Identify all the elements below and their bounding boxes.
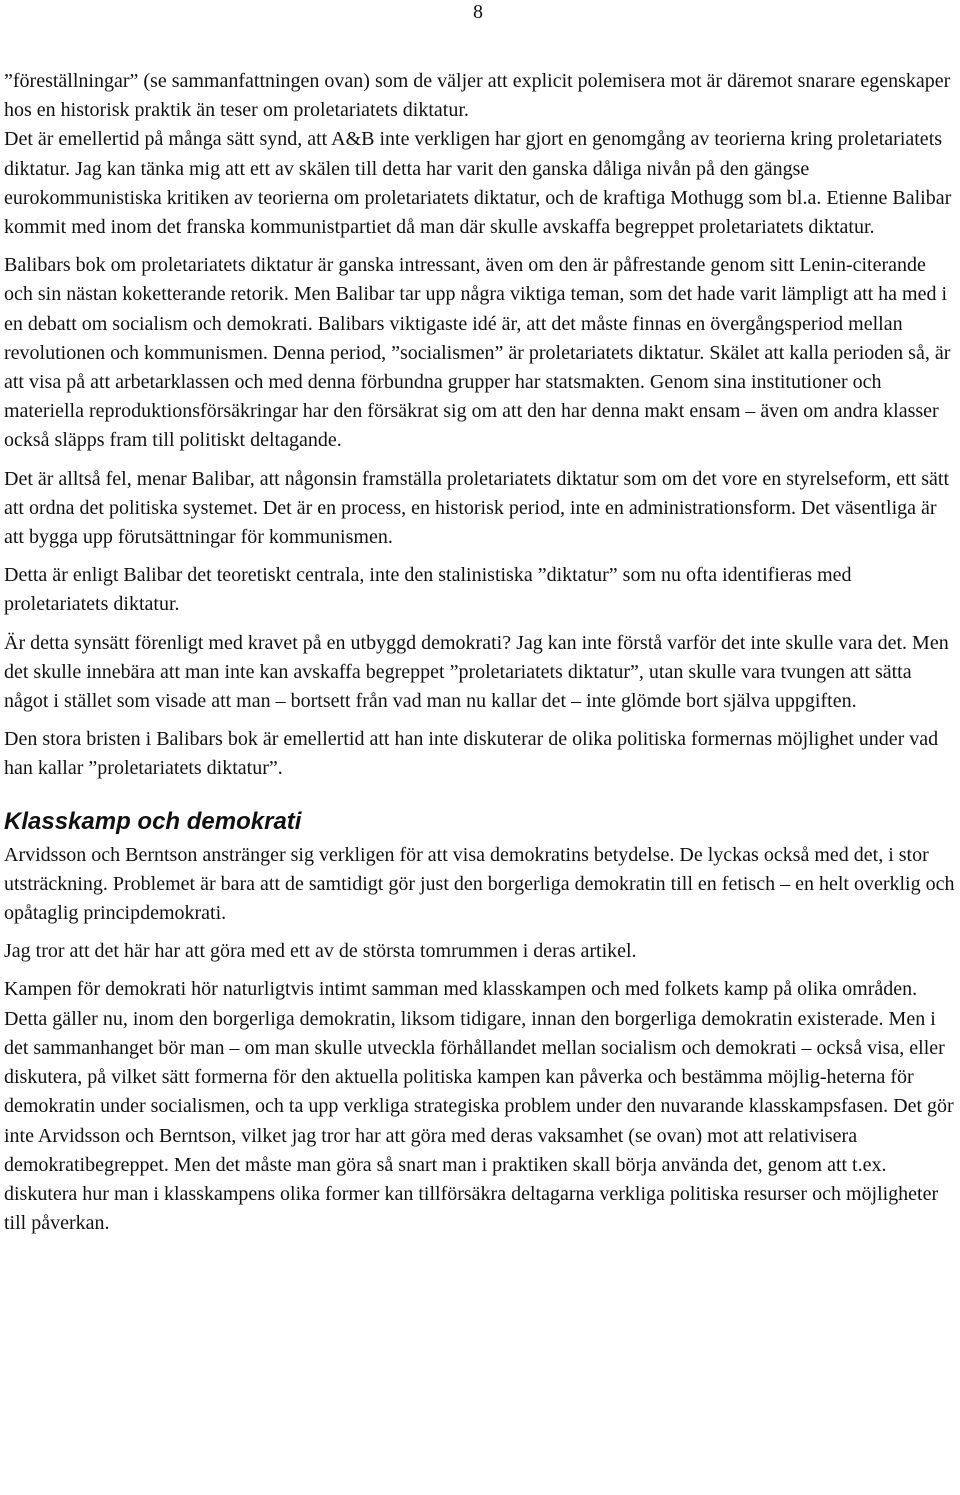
paragraph: Balibars bok om proletariatets diktatur är ganska intressant, även om den är påfrestande genom sitt Lenin-citerande och sin nästan koketterande retorik. Men Balibar tar upp några viktiga teman, som det hade varit lämpligt att ha med i en debatt om socialism och demokrati. Balibars viktigaste idé är, att det måste finnas en övergångsperiod mellan revolutionen och kommunismen. Denna period, ”socialismen” är proletariatets diktatur. Skälet att kalla perioden så, är att visa på att arbetarklassen och med denna förbundna grupper har statsmakten. Genom sina institutioner och materiella reproduktionsförsäkringar har den försäkrat sig om att den har denna makt ensam – även om andra klasser också släpps fram till politiskt deltagande. — [4, 254, 951, 452]
section-heading: Klasskamp och demokrati — [4, 807, 302, 835]
paragraph: ”föreställningar” (se sammanfattningen ovan) som de väljer att explicit polemisera mot är däremot snarare egenskaper hos en historisk praktik än teser om proletariatets diktatur. — [4, 70, 951, 122]
paragraph: Det är alltså fel, menar Balibar, att någonsin framställa proletariatets diktatur som om det vore en styrelseform, ett sätt att ordna det politiska systemet. Det är en process, en historisk period, inte en administrationsform. Det väsentliga är att bygga upp förutsättningar för kommunismen. — [4, 467, 949, 549]
document-body — [4, 67, 958, 1247]
paragraph: Den stora bristen i Balibars bok är emellertid att han inte diskuterar de olika politiska formernas möjlighet under vad han kallar ”proletariatets diktatur”. — [4, 728, 939, 780]
paragraph: Arvidsson och Berntson anstränger sig verkligen för att visa demokratins betydelse. De lyckas också med det, i stor utsträckning. Problemet är bara att de samtidigt gör just den borgerliga demokratin till en fetisch – en helt overklig och opåtaglig principdemokrati. — [4, 843, 955, 925]
paragraph: Jag tror att det här har att göra med ett av de största tomrummen i deras artikel. — [4, 940, 637, 963]
paragraph: Är detta synsätt förenligt med kravet på en utbyggd demokrati? Jag kan inte förstå varför det inte skulle vara det. Men det skulle innebära att man inte kan avskaffa begreppet ”proletariatets diktatur”, utan skulle vara tvungen att sätta något i stället som visade att man – bortsett från vad man nu kallar det – inte glömde bort själva uppgiften. — [4, 631, 949, 713]
paragraph: Detta är enligt Balibar det teoretiskt centrala, inte den stalinistiska ”diktatur” som nu ofta identifieras med proletariatets diktatur. — [4, 564, 852, 616]
paragraph: Kampen för demokrati hör naturligtvis intimt samman med klasskampen och med folkets kamp på olika områden. Detta gäller nu, inom den borgerliga demokratin, liksom tidigare, innan den borgerliga demokratin existerade. Men i det sammanhanget bör man – om man skulle utveckla förhållandet mellan socialism och demokrati – också visa, eller diskutera, på vilket sätt formerna för den aktuella politiska kampen kan påverka och bestämma möjlig-heterna för demokratin under socialismen, och ta upp verkliga strategiska problem under den nuvarande klasskampsfasen. Det gör inte Arvidsson och Berntson, vilket jag tror har att göra med deras vaksamhet (se ovan) mot att relativisera demokratibegreppet. Men det måste man göra så snart man i praktiken skall börja använda det, genom att t.ex. diskutera hur man i klasskampens olika former kan tillförsäkra deltagarna verkliga politiska resurser och möjligheter till påverkan. — [4, 978, 954, 1235]
page-number: 8 — [473, 1, 483, 23]
paragraph: Det är emellertid på många sätt synd, att A&B inte verkligen har gjort en genomgång av teorierna kring proletariatets diktatur. Jag kan tänka mig att ett av skälen till detta har varit den ganska dåliga nivån på den gängse eurokommunistiska kritiken av teorierna om proletariatets diktatur, och de kraftiga Mothugg som bl.a. Etienne Balibar kommit med inom det franska kommunistpartiet då man där skulle avskaffa begreppet proletariatets diktatur. — [4, 128, 952, 239]
